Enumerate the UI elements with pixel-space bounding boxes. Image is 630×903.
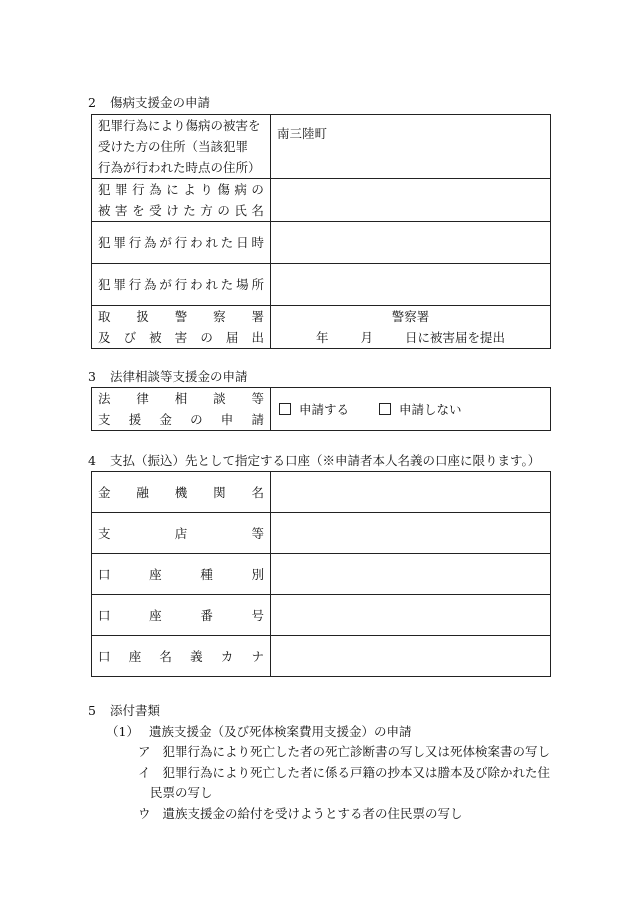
label-line: 法 律 相 談 等: [98, 391, 264, 406]
section2-number: 2: [88, 95, 96, 110]
label-line: 犯罪行為により傷病の被害を: [98, 118, 261, 133]
subsection-title: 遺族支援金（及び死体検案費用支援金）の申請: [148, 724, 412, 739]
table-row: [92, 222, 551, 264]
section5-number: 5: [88, 703, 96, 718]
section3-number: 3: [88, 369, 96, 384]
section4-heading: [88, 453, 540, 469]
victim-address-field[interactable]: [271, 115, 551, 179]
report-date-line: [277, 327, 544, 348]
table-row: [92, 306, 551, 349]
item-text: 犯罪行為により死亡した者の死亡診断書の写し又は死体検案書の写し: [162, 744, 551, 759]
victim-name-label: [92, 179, 271, 222]
label-line: 犯 罪 行 為 が 行 わ れ た 日 時: [98, 235, 264, 250]
table-row: [92, 264, 551, 306]
victim-address-value: 南三陸町: [277, 126, 328, 141]
item-text: 遺族支援金の給付を受けようとする者の住民票の写し: [162, 806, 463, 821]
injury-support-table: [91, 114, 551, 349]
section2-title: 傷病支援金の申請: [110, 95, 211, 110]
legal-support-table: [91, 387, 551, 431]
victim-address-label: [92, 115, 271, 179]
section5-heading: [88, 703, 160, 719]
table-row: [92, 595, 551, 636]
label-line: 口 座 種 別: [98, 566, 264, 582]
table-row: [92, 179, 551, 222]
apply-option-label: 申請する: [299, 401, 350, 417]
item-text: 犯罪行為により死亡した者に係る戸籍の抄本又は謄本及び除かれた住: [162, 765, 551, 780]
account-holder-label: [92, 636, 271, 677]
not-apply-option-label: 申請しない: [399, 401, 462, 417]
table-row: [92, 513, 551, 554]
crime-datetime-field[interactable]: [271, 222, 551, 264]
label-line: 受けた方の住所（当該犯罪: [98, 139, 249, 154]
bank-name-label: [92, 472, 271, 513]
section4-number: 4: [88, 453, 96, 468]
list-item: [138, 805, 463, 823]
table-row: [92, 472, 551, 513]
branch-label: [92, 513, 271, 554]
table-row: [92, 554, 551, 595]
section5-title: 添付書類: [110, 703, 161, 718]
day-report-label: 日に被害届を提出: [405, 330, 506, 345]
label-line: 及 び 被 害 の 届 出: [98, 330, 264, 345]
police-station-suffix: 警察署: [391, 309, 430, 324]
legal-support-label: [92, 388, 271, 431]
table-row: [92, 388, 551, 431]
label-line: 口 座 名 義 カ ナ: [98, 648, 264, 664]
account-holder-field[interactable]: [271, 636, 551, 677]
crime-place-field[interactable]: [271, 264, 551, 306]
account-number-label: [92, 595, 271, 636]
table-row: [92, 115, 551, 179]
label-line: 犯 罪 行 為 に よ り 傷 病 の: [98, 182, 264, 197]
list-item: [138, 743, 550, 761]
section4-title: 支払（振込）先として指定する口座（※申請者本人名義の口座に限ります。）: [110, 453, 541, 468]
list-item: [138, 764, 550, 782]
police-station-field[interactable]: [271, 306, 551, 349]
crime-place-label: [92, 264, 271, 306]
section3-heading: [88, 369, 248, 385]
label-line: 支 店 等: [98, 525, 264, 541]
label-line: 取 扱 警 察 署: [98, 309, 264, 324]
not-apply-checkbox[interactable]: [379, 403, 391, 415]
item-mark: ウ: [138, 806, 151, 821]
section3-title: 法律相談等支援金の申請: [110, 369, 248, 384]
crime-datetime-label: [92, 222, 271, 264]
year-label: 年: [315, 330, 329, 345]
item-mark: イ: [138, 765, 151, 780]
table-row: [92, 636, 551, 677]
victim-name-field[interactable]: [271, 179, 551, 222]
apply-checkbox[interactable]: [279, 403, 291, 415]
police-station-label: [92, 306, 271, 349]
attachment-subsection: [106, 723, 411, 741]
branch-field[interactable]: [271, 513, 551, 554]
item-text-continuation: 民票の写し: [150, 785, 213, 800]
section2-heading: [88, 95, 210, 111]
account-number-field[interactable]: [271, 595, 551, 636]
legal-support-options: [271, 388, 551, 431]
subsection-number: （1）: [106, 724, 139, 739]
option-group: [277, 399, 544, 420]
label-line: 被 害 を 受 け た 方 の 氏 名: [98, 203, 264, 218]
label-line: 犯 罪 行 為 が 行 わ れ た 場 所: [98, 277, 264, 292]
item-mark: ア: [138, 744, 151, 759]
label-line: 行為が行われた時点の住所）: [98, 160, 261, 175]
account-type-label: [92, 554, 271, 595]
label-line: 支 援 金 の 申 請: [98, 412, 264, 427]
month-label: 月: [360, 330, 373, 345]
label-line: 口 座 番 号: [98, 607, 264, 623]
bank-account-table: [91, 471, 551, 677]
bank-name-field[interactable]: [271, 472, 551, 513]
label-line: 金 融 機 関 名: [98, 484, 264, 500]
account-type-field[interactable]: [271, 554, 551, 595]
